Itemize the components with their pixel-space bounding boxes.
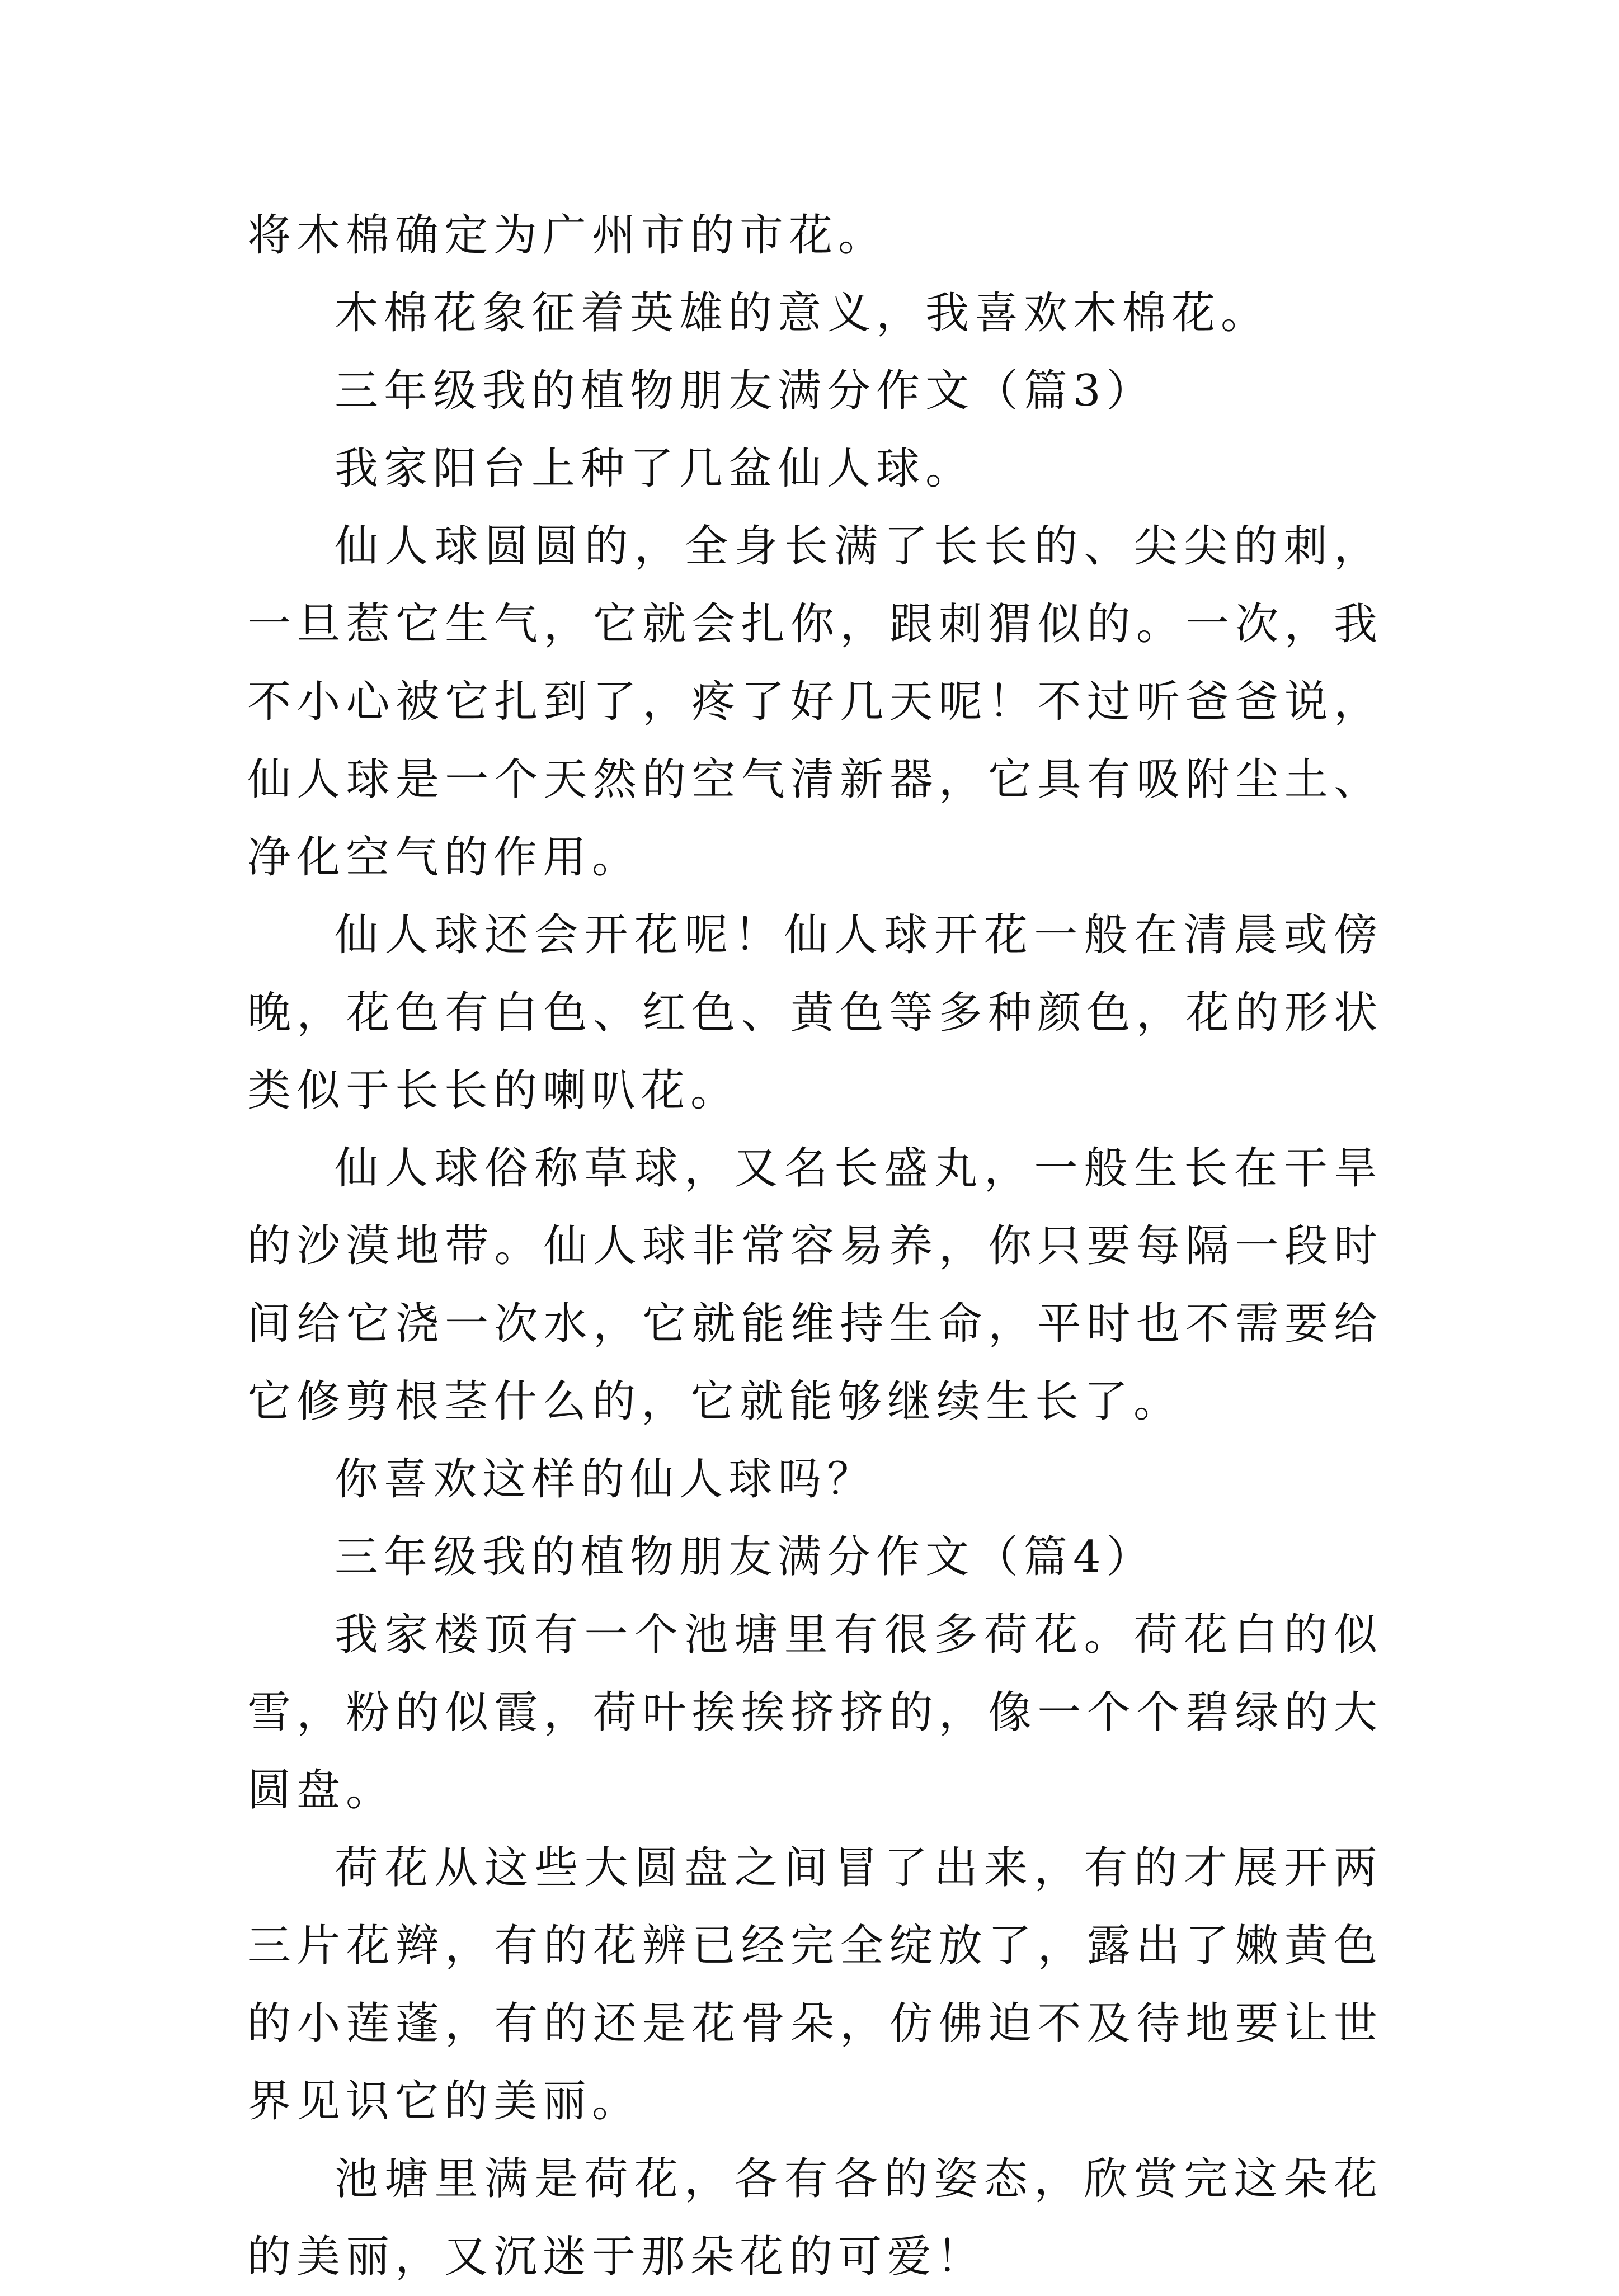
paragraph: 仙人球还会开花呢！仙人球开花一般在清晨或傍晚，花色有白色、红色、黄色等多种颜色，花的形状类似于长长的喇叭花。 [247,910,1383,1116]
paragraph: 木棉花象征着英雄的意义，我喜欢木棉花。 [335,288,1270,338]
paragraph: 我家阳台上种了几盆仙人球。 [335,444,975,494]
paragraph: 仙人球俗称草球，又名长盛丸，一般生长在干旱的沙漠地带。仙人球非常容易养，你只要每隔一段时间给它浇一次水，它就能维持生命，平时也不需要给它修剪根茎什么的，它就能够继续生长了。 [247,1143,1383,1427]
section-heading: 三年级我的植物朋友满分作文（篇3） [335,366,1156,416]
paragraph-continuation: 将木棉确定为广州市的市花。 [247,210,888,261]
paragraph: 我家楼顶有一个池塘里有很多荷花。荷花白的似雪，粉的似霞，荷叶挨挨挤挤的，像一个个碧绿的大圆盘。 [247,1610,1383,1816]
paragraph: 荷花从这些大圆盘之间冒了出来，有的才展开两三片花辫，有的花辨已经完全绽放了，露出了嫩黄色的小莲蓬，有的还是花骨朵，仿佛迫不及待地要让世界见识它的美丽。 [247,1843,1383,2127]
document-body [247,197,1383,2296]
section-heading: 三年级我的植物朋友满分作文（篇4） [335,1532,1156,1582]
paragraph: 仙人球圆圆的，全身长满了长长的、尖尖的刺，一旦惹它生气，它就会扎你，跟刺猬似的。一次，我不小心被它扎到了，疼了好几天呢！不过听爸爸说，仙人球是一个天然的空气清新器，它具有吸附尘土、净化空气的作用。 [247,521,1383,883]
paragraph: 池塘里满是荷花，各有各的姿态，欣赏完这朵花的美丽，又沉迷于那朵花的可爱！ [247,2154,1383,2282]
paragraph: 你喜欢这样的仙人球吗？ [335,1454,877,1505]
